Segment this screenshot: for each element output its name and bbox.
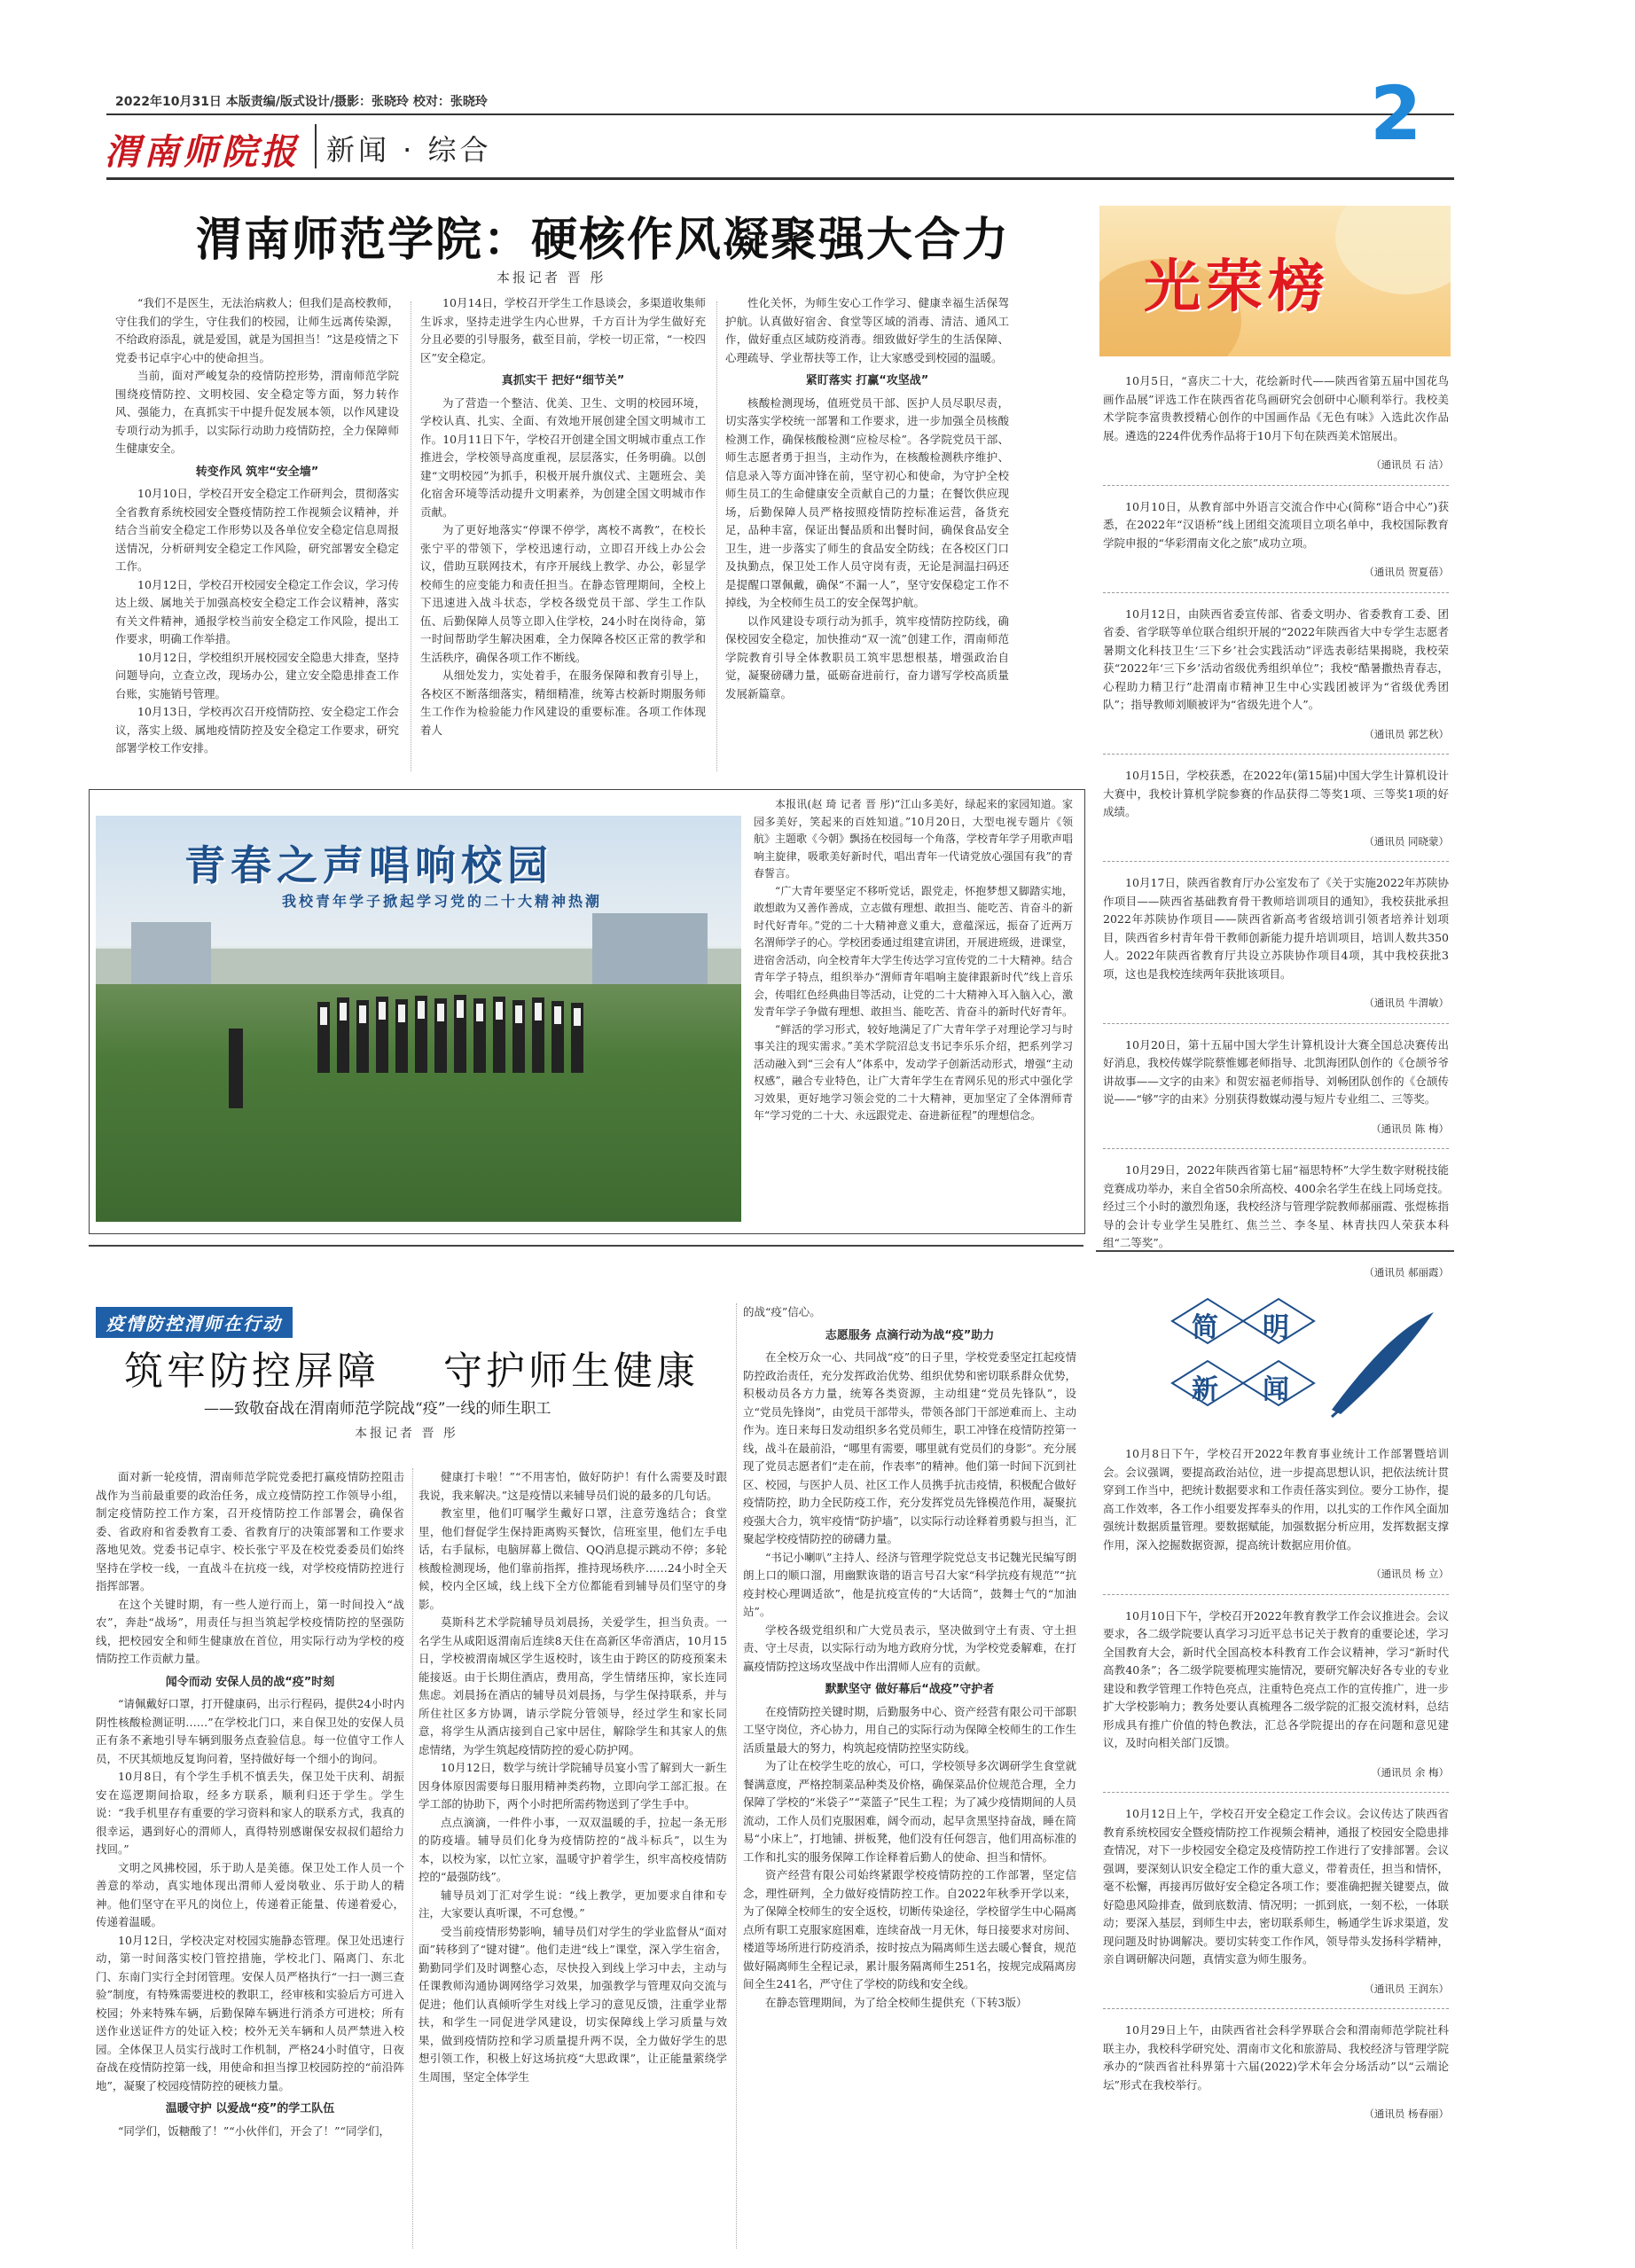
honor-item: 10月29日，2022年陕西省第七届“福思特杯”大学生数字财税技能竞赛成功举办，来自全省50余所高校、400余名学生在线上同场竞技。经过三个小时的激烈角逐，我校经济与管理学院教师郝丽霞、张煜栋指导的会计专业学生吴胜红、焦兰兰、李冬星、林青扶四人荣获本科组“二等奖”。 （通讯员 郝丽霞） — [1103, 1163, 1449, 1279]
column-divider — [716, 301, 717, 771]
honor-item: 10月5日，“喜庆二十大，花绘新时代——陕西省第五届中国花鸟画作品展”评选工作在陕西省花鸟画研究会创研中心顺利举行。我校美术学院李富贵教授精心创作的中国画作品《无色有味》入选此次作品展。遴选的224件优秀作品将于10月下旬在陕西美术馆展出。 （通讯员 石 洁） — [1103, 374, 1449, 471]
header-top-rule — [106, 113, 1454, 115]
epidemic-col1: 面对新一轮疫情，渭南师范学院党委把打赢疫情防控阻击战作为当前最重要的政治任务，成立疫情防控工作领导小组，制定疫情防控工作方案，召开疫情防控工作部署会，确保省委、省政府和省委教育工委、省教育厅的决策部署和工作要求落地见效。党委书记卓宇、校长张宁平及在校党委委员们始终坚持在学校一线，一直战斗在抗疫一线，对学校疫情防控进行指挥部署。 在这个关键时期，有一些人逆行而上，第一时间投入“战农”，奔赴“战场”，用责任与担当筑起学校疫情防控的坚强防线，把校园安全和师生健康放在首位，用实际行动为学校的疫情防控工作贡献力量。 闻令而动 安保人员的战“疫”时刻 “请佩戴好口罩，打开健康码，出示行程码，提供24小时内阴性核酸检测证明……”在学校北门口，来自保卫处的安保人员正有条不紊地引导车辆到服务点查验信息。每一位值守工作人员，不厌其烦地反复询问着，坚持做好每一个细小的询问。 10月8日，有个学生手机不慎丢失，保卫处干庆利、胡振安在巡逻期间拾取，经多方联系，顺利归还于学生。学生说：“我手机里存有重要的学习资料和家人的联系方式，我真的很幸运，遇到好心的渭师人，真得特别感谢保安叔叔们超给力找回。” 文明之风拂校园，乐于助人是美德。保卫处工作人员一个善意的举动，真实地体现出渭师人爱岗敬业、乐于助人的精神。他们坚守在平凡的岗位上，传递着正能量、传递着爱心，传递着温暖。 10月12日，学校决定对校园实施静态管理。保卫处迅速行动，第一时间落实校门管控措施，学校北门、隔离门、东北门、东南门实行全封闭管理。安保人员严格执行“一扫一测三查验”制度，有特殊需要进校的教职工，经审核和实验后方可进入校园；外来特殊车辆，后勤保障车辆进行消杀方可进校；所有送作业送证件方的处证入校；校外无关车辆和人员严禁进入校园。全体保卫人员实行战时工作机制，严格24小时值守，日夜奋战在疫情防控第一线，用使命和担当撑卫校园防控的“前沿阵地”，凝聚了校园疫情防控的硬核力量。 温暖守护 以爱战“疫”的学工队伍 “同学们，饭糖酸了！”“小伙伴们，开会了！”“同学们， — [96, 1470, 404, 2138]
honor-roll-title: 光荣榜 — [1144, 254, 1330, 320]
feature-text: 本报讯(赵 琦 记者 晋 彤)“江山多美好，绿起来的家园知道。家园多美好，笑起来的百姓知道。”10月20日，大型电视专题片《领航》主题歌《今朝》飘扬在校园每一个角落，学校青年学子用歌声唱响主旋律，吸歌美好新时代，唱出青年一代请党放心强国有我”的青春誓言。 “广大青年要坚定不移听党话，跟党走，怀抱梦想又脚踏实地，敢想敢为又善作善成，立志做有理想、敢担当、能吃苦、肯奋斗的新时代好青年。”党的二十大精神意义重大，意蕴深远，振奋了近两万名渭师学子的心。学校团委通过组建宣讲团，开展进班级，进课堂，进宿舍活动，向全校青年大学生传达学习宣传党的二十大精神。结合青年学子特点，组织举办“渭师青年唱响主旋律跟新时代”线上音乐会，传唱红色经典曲目等活动，让党的二十大精神入耳入脑入心，激发青年学子争做有理想、敢担当、能吃苦、肯奋斗的新时代好青年。 “鲜活的学习形式，较好地满足了广大青年学子对理论学习与时事关注的现实需求。”美术学院沼总支书记李乐乐介绍，把系列学习活动融入到“三会有人”体系中，发动学子创新活动形式，增强“主动权感”，融合专业特色，让广大青年学生在青网乐见的形式中强化学习效果，更好地学习领会党的二十大精神，更加坚定了全体渭师青年“学习党的二十大、永远跟党走、奋进新征程”的理想信念。 — [754, 798, 1074, 1122]
top-story-col3: 性化关怀，为师生安心工作学习、健康幸福生活保驾护航。认真做好宿舍、食堂等区域的消毒、清洁、通风工作，做好重点区域防疫消毒。细致做好学生的生活保障、心理疏导、学业帮扶等工作，让大家感受到校园的温暖。 紧盯落实 打赢“攻坚战” 核酸检测现场，值班党员干部、医护人员尽职尽责，切实落实学校统一部署和工作要求，进一步加强全员核酸检测工作，确保核酸检测“应检尽检”。各学院党员干部、师生志愿者勇于担当，主动作为，在核酸检测秩序维护、信息录入等方面冲锋在前，坚守初心和使命，为守护全校师生员工的生命健康安全贡献自己的力量；在餐饮供应现场，后勤保障人员严格按照疫情防控标准运营，备货充足，品种丰富，保证出餐品质和出餐时间，确保食品安全卫生，进一步落实了师生的食品安全防线；在各校区门口及执勤点，保卫处工作人员守岗有责，无论是洞温扫码还是提醒口罩佩戴，确保“不漏一人”，坚守安保稳定工作不掉线，为全校师生员工的安全保驾护航。 以作风建设专项行动为抓手，筑牢疫情防控防线，确保校园安全稳定，加快推动“双一流”创建工作，渭南师范学院教育引导全体教职员工筑牢思想根基，增强政治自觉，凝聚磅礴力量，砥砺奋进前行，奋力谱写学校高质量发展新篇章。 — [725, 296, 1009, 700]
honor-roll-list — [1103, 372, 1449, 1292]
epidemic-banner: 疫情防控渭师在行动 — [96, 1307, 293, 1338]
epidemic-subhead-2: 温暖守护 以爱战“疫”的学工队伍 — [165, 2102, 335, 2115]
header-bottom-rule — [106, 177, 1454, 180]
brief-item: 10月10日下午，学校召开2022年教育教学工作会议推进会。会议要求，各二级学院要认真学习习近平总书记关于教育的重要论述，学习全国教育大会，新时代全国高校本科教育工作会议精神，学习“新时代高教40条”；各二级学院要梳理实施情况，要研究解决好各专业的专业建设和教学管理工作特色亮点，注重特色亮点工作的宣传推广，进一步扩大学校影响力；教务处要认真梳理各二级学院的汇报交流材料，总结形成具有推广价值的特色教法，汇总各学院提出的存在问题和意见建议，及时向相关部门反馈。 （通讯员 余 梅） — [1103, 1608, 1449, 1779]
epidemic-byline: 本报记者 晋 彤 — [355, 1427, 458, 1441]
top-story-col2: 10月14日，学校召开学生工作恳谈会，多渠道收集师生诉求，坚持走进学生内心世界，千方百计为学生做好充分且必要的引导服务，截至目前，学校一切正常，“一校四区”安全稳定。 真抓实干 把好“细节关” 为了营造一个整洁、优美、卫生、文明的校园环境，学校认真、扎实、全面、有效地开展创建全国文明城市工作。10月11日下午，学校召开创建全国文明城市重点工作推进会，学校领导高度重视，层层落实，任务明确。以创建“文明校园”为抓手，积极开展升旗仪式、主题班会、美化宿舍环境等活动提升文明素养，为创建全国文明城市作贡献。 为了更好地落实“停课不停学，离校不离教”，在校长张宁平的带领下，学校迅速行动，立即召开线上办公会议，借助互联网技术，有序开展线上教学、办公，彰显学校师生的应变能力和责任担当。在静态管理期间，全校上下迅速进入战斗状态，学校各级党员干部、学生工作队伍、后勤保障人员等立即入住学校，24小时在岗待命，第一时间帮助学生解决困难，全力保障各校区正常的教学和生活秩序，确保各项工作不断线。 从细处发力，实处着手，在服务保障和教育引导上，各校区不断落细落实，精细精准，统筹古校新时期服务师生工作作为检验能力作风建设的重要标准。各项工作体现着人 — [420, 296, 706, 737]
brief-news-list — [1103, 1445, 1449, 2134]
brief-item: 10月29日上午，由陕西省社会科学界联合会和渭南师范学院社科联主办，我校科学研究处、渭南市文化和旅游局、我校经济与管理学院承办的“陕西省社科界第十六届(2022)学术年会分场活动”以“云端论坛”形式在我校举行。 （通讯员 杨春丽） — [1103, 2023, 1449, 2120]
honor-item: 10月15日，学校获悉，在2022年(第15届)中国大学生计算机设计大赛中，我校计算机学院参赛的作品获得二等奖1项、三等奖1项的好成绩。 （通讯员 同晓蒙） — [1103, 769, 1449, 848]
epidemic-subhead-3: 志愿服务 点滴行动为战“疫”助力 — [825, 1328, 995, 1342]
column-rule — [1096, 1250, 1454, 1252]
brief-item: 10月8日下午，学校召开2022年教育事业统计工作部署暨培训会。会议强调，要提高政治站位，进一步提高思想认识，把依法统计贯穿到工作当中，把统计数据要求和工作责任落实到位。要分工协作，提高工作效率，各工作小组要发挥奉头的作用，以扎实的工作作风全面加强统计数据质量管理。要数据赋能，加强数据分析应用，发挥数据支撑作用，深入挖掘数据资源，提高统计数据应用价值。 （通讯员 杨 立） — [1103, 1447, 1449, 1580]
brief-char: 简 — [1192, 1312, 1218, 1343]
photo-subtitle: 我校青年学子掀起学习党的二十大精神热潮 — [282, 893, 603, 910]
honor-roll-banner — [1099, 206, 1451, 356]
epidemic-col2: 健康打卡啦！”“不用害怕，做好防护！有什么需要及时跟我说，我来解决。”这是疫情以来辅导员们说的最多的几句话。 教室里，他们叮嘱学生戴好口罩，注意劳逸结合；食堂里，他们督促学生保持距离购买餐饮，信班室里，他们左手电话，右手鼠标，电脑屏幕上微信、QQ消息提示跳动不停；多轮核酸检测现场，他们靠前指挥，推持现场秩序……24小时全天候，校内全区域，线上线下全方位都能看到辅导员们坚守的身影。 莫斯科艺术学院辅导员刘晨扬，关爱学生，担当负责。一名学生从咸阳返渭南后连续8天住在高新区华帝酒店，10月15日，学校被渭南城区学生返校时，该生由于跨区的防疫预案未能接返。由于长期住酒店，费用高，学生情绪压抑，家长连同焦虑。刘晨扬在酒店的辅导员刘晨扬，与学生保持联系，并与所住社区多方协调，请示学院分管领导，经过学生和家长同意，将学生从酒店接到自己家中居住，解除学生和其家人的焦虑情绪，为学生筑起疫情防控的爱心防护网。 10月12日，数学与统计学院辅导员宴小雪了解到大一新生因身体原因需要每日服用精神类药物，立即向学工部汇报。在学工部的协助下，两个小时把所需药物送到了学生手中。 点点滴滴，一件件小事，一双双温暖的手，拉起一条无形的防疫墙。辅导员们化身为疫情防控的“战斗标兵”，以生为本，以校为家，以忙立家，温暖守护着学生，织牢高校疫情防控的“最强防线”。 辅导员刘丁汇对学生说：“线上教学，更加要求自律和专注，大家要认真听课，不可怠慢。” 受当前疫情形势影响，辅导员们对学生的学业监督从“面对面”转移到了“键对键”。他们走进“线上”课堂，深入学生宿舍，勤勤同学们及时调整心态，尽快投入到线上学习中去，主动与任课教师沟通协调网络学习效果，加强教学与管理双向交流与促进；他们认真倾听学生对线上学习的意见反馈，注重学业帮扶，和学生一同促进学风建设，切实保障线上学习质量与效果，做到疫情防控和学习质量提升两不误，全力做好学生的思想引领工作，积极上好这场抗疫“大思政课”，让正能量萦绕学生周围，坚定全体学生 — [419, 1470, 727, 2084]
section-name: 新闻 · 综合 — [326, 133, 492, 167]
brief-char: 闻 — [1263, 1374, 1289, 1405]
epidemic-subhead-4: 默默坚守 做好幕后“战疫”守护者 — [825, 1683, 995, 1696]
top-story-subhead-2: 真抓实干 把好“细节关” — [501, 374, 625, 387]
honor-item: 10月10日，从教育部中外语言交流合作中心(简称“语合中心”)获悉，在2022年“汉语桥”线上团组交流项目立项名单中，我校国际教育学院申报的“华彩渭南文化之旅”成功立项。 （通讯员 贺夏蓓） — [1103, 499, 1449, 578]
issue-meta: 2022年10月31日 本版责编/版式设计/摄影：张晓玲 校对：张晓玲 — [115, 95, 488, 109]
epidemic-col3: 的战“疫”信心。 志愿服务 点滴行动为战“疫”助力 在全校万众一心、共同战“疫”的日子里，学校党委坚定扛起疫情防控政治责任，充分发挥政治优势、组织优势和密切联系群众优势，积极动员各方力量，统筹各类资源，主动组建“党员先锋队”，设立“党员先锋岗”，由党员干部带头，带领各部门干部逆难而上、主动作为。连日来每日发动组织多名党员师生，职工冲锋在疫情防控第一线，战斗在最前沿，“哪里有需要，哪里就有党员们的身影”。充分展现了党员志愿者们“走在前，作表率”的精神。他们第一时间下沉到社区、校园，与医护人员、社区工作人员携手抗击疫情，积极配合做好疫情防控，助力全民防疫工作，充分发挥党员先锋模范作用，凝聚抗疫强大合力，筑牢疫情“防护墙”，以实际行动诠释着勇毅与担当，汇聚起学校疫情防控的磅礴力量。 “书记小喇叭”主持人、经济与管理学院党总支书记魏光民编写朗朗上口的顺口溜，用幽默诙谐的语言号召大家“科学抗疫有规范”“抗疫封校心理调适欲”，他是抗疫宣传的“大话筒”，鼓舞士气的“加油站”。 学校各级党组织和广大党员表示，坚决做到守土有责、守土担责、守土尽责，以实际行动为地方政府分忧，为学校党委解难，在打赢疫情防控这场攻坚战中作出渭师人应有的贡献。 默默坚守 做好幕后“战疫”守护者 在疫情防控关键时期，后勤服务中心、资产经营有限公司干部职工坚守岗位，齐心协力，用自己的实际行动为保障全校师生的工作生活质量最大的努力，构筑起疫情防控坚实防线。 为了让在校学生吃的放心，可口，学校领导多次调研学生食堂就餐满意度，严格控制菜品种类及价格，确保菜品价位规范合理，全力保障了学校的“米袋子”“菜篮子”民生工程；为了减少疫情期间的人员流动，工作人员们克服困难，阔令而动，起早贪黑坚持奋战，睡在简易“小床上”，打地铺、拼板凳，他们没有任何怨言，他们用高标准的工作和扎实的服务保障工作诠释着后勤人的使命、担当和情怀。 资产经营有限公司始终紧跟学校疫情防控的工作部署，坚定信念，理性研判，全力做好疫情防控工作。自2022年秋季开学以来，为了保障全校师生的安全返校，切断传染途径，学校留学生中心隔离点所有职工克服家庭困难，连续奋战一月无休，每日接要求对房间、楼道等场所进行防疫消杀，按时按点为隔离师生送去暖心餐食，规范做好隔离师生全程记录，累计服务隔离师生251名，按规完成隔离房间全生241名，严守住了学校的防线和安全线。 在静态管理期间，为了给全校师生提供充（下转3版） — [743, 1305, 1076, 2009]
brief-item: 10月12日上午，学校召开安全稳定工作会议。会议传达了陕西省教育系统校园安全暨疫情防控工作视频会精神，通报了校园安全隐患排查情况，对下一步校园安全稳定及疫情防控工作进行了安排部署。会议强调，要深刻认识安全稳定工作的重大意义，带着责任，担当和情怀，毫不松懈，再接再厉做好安全稳定各项工作；要准确把握关键要点，做好隐患风险排查，做到底数清、情况明；一抓到底，一刻不松，一体联动；要深入基层，到师生中去，密切联系师生，畅通学生诉求渠道，发现问题及时协调解决。要切实转变工作作风，领导带头发扬科学精神，亲自调研解决问题，真情实意为师生服务。 （通讯员 王润东） — [1103, 1807, 1449, 1995]
photo-title: 青春之声唱响校园 — [184, 841, 553, 889]
honor-item: 10月17日，陕西省教育厅办公室发布了《关于实施2022年苏陕协作项目——陕西省基础教育骨干教师培训项目的通知》，我校获批承担2022年苏陕协作项目——陕西省新高考省级培训引领者培养计划项目，陕西省乡村青年骨干教师创新能力提升培训项目，培训人数共350人。2022年陕西省教育厅共设立苏陕协作项目4项，其中我校获批3项，这也是我校连续两年获批该项目。 （通讯员 牛渭敏） — [1103, 876, 1449, 1009]
page-number: 2 — [1370, 70, 1422, 157]
epidemic-subhead-1: 闻令而动 安保人员的战“疫”时刻 — [165, 1675, 335, 1689]
section-rule — [89, 1245, 1083, 1247]
epidemic-subtitle: ——致敬奋战在渭南师范学院战“疫”一线的师生职工 — [204, 1400, 552, 1418]
top-story-subhead-3: 紧盯落实 打赢“攻坚战” — [805, 374, 929, 387]
epidemic-title: 筑牢防控屏障 守护师生健康 — [124, 1349, 699, 1394]
brief-char: 新 — [1192, 1374, 1218, 1405]
honor-item: 10月20日，第十五届中国大学生计算机设计大赛全国总决赛传出好消息，我校传媒学院蔡惟娜老师指导、北凯海团队创作的《仓颉爷爷讲故事——文字的由来》和贺宏福老师指导、刘畅团队创作的《仓颉传说——“够”字的由来》分别获得数媒动漫与短片专业组二、三等奖。 （通讯员 陈 梅） — [1103, 1037, 1449, 1135]
column-divider — [736, 1303, 737, 2248]
masthead-logo: 渭南师院报 — [105, 131, 300, 173]
brief-news-header — [1119, 1294, 1447, 1427]
top-story-col1: “我们不是医生，无法治病救人；但我们是高校教师，守住我们的学生，守住我们的校园，让师生远离传染源，不给政府添乱，就是爱国，就是为国担当！”这是疫情之下党委书记卓宇心中的使命担当。 当前，面对严峻复杂的疫情防控形势，渭南师范学院围绕疫情防控、文明校园、安全稳定等方面，努力转作风、强能力，在真抓实干中提升促发展本领，以作风建设专项行动为抓手，以实际行动助力疫情防控，全力保障师生健康安全。 转变作风 筑牢“安全墙” 10月10日，学校召开安全稳定工作研判会，贯彻落实全省教育系统校园安全暨疫情防控工作视频会议精神，并结合当前安全稳定工作形势以及各单位安全稳定信息周报送情况，分析研判安全稳定工作风险，研究部署安全稳定工作。 10月12日，学校召开校园安全稳定工作会议，学习传达上级、属地关于加强高校安全稳定工作会议精神，落实有关文件精神，通报学校当前安全稳定工作风险，提出工作要求，明确工作举措。 10月12日，学校组织开展校园安全隐患大排查，坚持问题导向，立查立改，现场办公，建立安全隐患排查工作台账，实施销号管理。 10月13日，学校再次召开疫情防控、安全稳定工作会议，落实上级、属地疫情防控及安全稳定工作要求，研究部署学校工作安排。 — [115, 296, 399, 755]
masthead-divider — [315, 124, 317, 168]
top-story-subhead-1: 转变作风 筑牢“安全墙” — [195, 465, 319, 479]
brief-char: 明 — [1263, 1312, 1289, 1343]
column-divider — [412, 1468, 413, 2248]
top-story-byline: 本报记者 晋 彤 — [497, 270, 606, 285]
top-story-title: 渭南师范学院：硬核作风凝聚强大合力 — [195, 213, 1010, 267]
chorus-photo — [96, 816, 741, 1222]
honor-item: 10月12日，由陕西省委宣传部、省委文明办、省委教育工委、团省委、省学联等单位联合组织开展的“2022年陕西省大中专学生志愿者暑期文化科技卫生‘三下乡’社会实践活动”评选表彰结果揭晓，我校荣获“2022年‘三下乡’活动省级优秀组织单位”；我校“酷暑撒热青春志，心程助力精卫行”赴渭南市精神卫生中心实践团被评为“省级优秀团队”；指导教师刘顺被评为“省级先进个人”。 （通讯员 郭艺秋） — [1103, 606, 1449, 740]
